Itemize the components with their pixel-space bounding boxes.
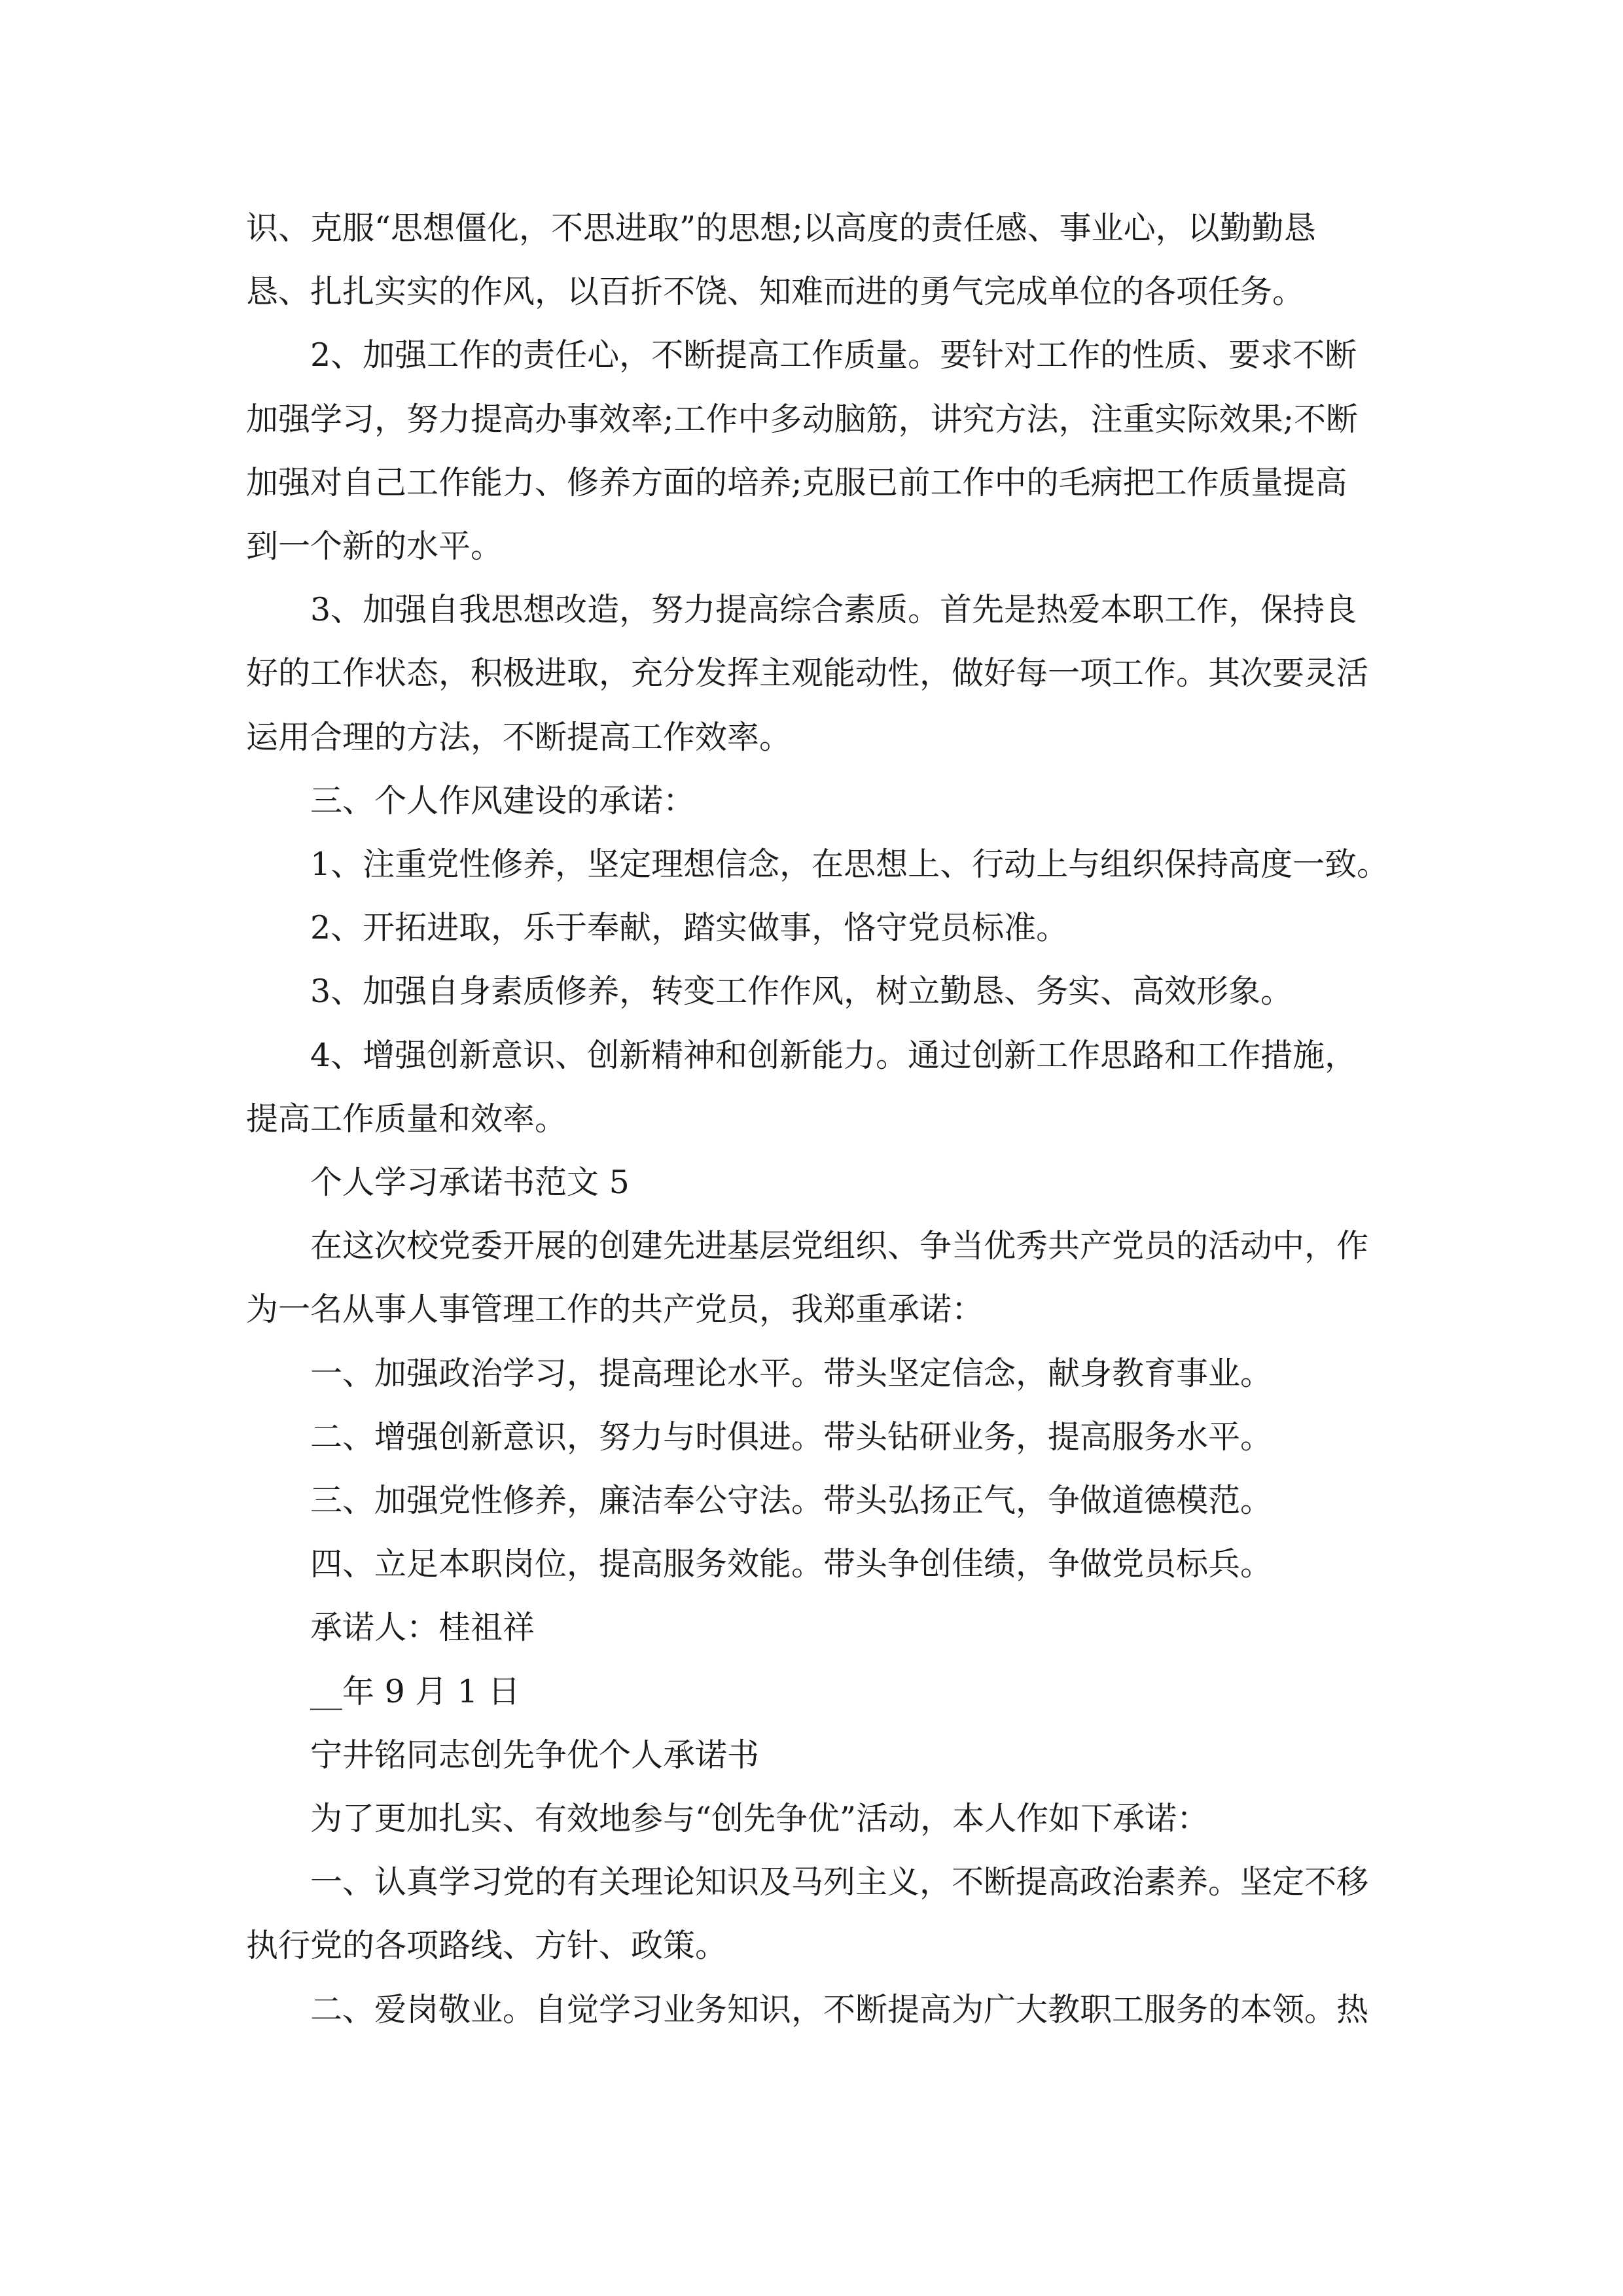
text-line: __年 9 月 1 日 bbox=[310, 1672, 520, 1710]
text-line: 好的工作状态，积极进取，充分发挥主观能动性，做好每一项工作。其次要灵活 bbox=[246, 655, 1369, 692]
text-line: 4、增强创新意识、创新精神和创新能力。通过创新工作思路和工作措施， bbox=[310, 1036, 1357, 1074]
intro-paragraph bbox=[246, 1214, 1381, 1341]
signatory bbox=[246, 1596, 1381, 1659]
intro-paragraph bbox=[246, 1787, 1381, 1850]
list-item bbox=[246, 1469, 1381, 1532]
list-item bbox=[246, 1850, 1381, 1977]
section-heading bbox=[246, 769, 1381, 833]
article-title bbox=[246, 1151, 1381, 1214]
text-line: 2、开拓进取，乐于奉献，踏实做事，恪守党员标准。 bbox=[310, 909, 1069, 947]
text-line: 加强学习，努力提高办事效率;工作中多动脑筋，讲究方法，注重实际效果;不断 bbox=[246, 400, 1359, 438]
list-item bbox=[246, 1024, 1381, 1151]
document-body bbox=[246, 196, 1389, 2041]
list-item bbox=[246, 1342, 1381, 1405]
list-item bbox=[246, 960, 1381, 1023]
text-line: 执行党的各项路线、方针、政策。 bbox=[246, 1927, 728, 1965]
text-line: 识、克服“思想僵化，不思进取”的思想;以高度的责任感、事业心，以勤勤恳 bbox=[246, 209, 1316, 247]
text-line: 二、增强创新意识，努力与时俱进。带头钻研业务，提高服务水平。 bbox=[310, 1418, 1273, 1456]
list-item bbox=[246, 1405, 1381, 1469]
text-line: 四、立足本职岗位，提高服务效能。带头争创佳绩，争做党员标兵。 bbox=[310, 1545, 1273, 1583]
paragraph-commitment-3 bbox=[246, 578, 1381, 769]
text-line: 为一名从事人事管理工作的共产党员，我郑重承诺： bbox=[246, 1291, 984, 1329]
text-line: 宁井铭同志创先争优个人承诺书 bbox=[310, 1736, 760, 1774]
paragraph-continuation bbox=[246, 196, 1381, 323]
text-line: 三、加强党性修养，廉洁奉公守法。带头弘扬正气，争做道德模范。 bbox=[310, 1482, 1273, 1520]
text-line: 一、加强政治学习，提高理论水平。带头坚定信念，献身教育事业。 bbox=[310, 1354, 1273, 1392]
text-line: 提高工作质量和效率。 bbox=[246, 1100, 567, 1138]
text-line: 在这次校党委开展的创建先进基层党组织、争当优秀共产党员的活动中，作 bbox=[310, 1227, 1369, 1265]
text-line: 三、个人作风建设的承诺： bbox=[310, 781, 696, 819]
text-line: 加强对自己工作能力、修养方面的培养;克服已前工作中的毛病把工作质量提高 bbox=[246, 463, 1347, 501]
date-line bbox=[246, 1660, 1381, 1723]
text-line: 二、爱岗敬业。自觉学习业务知识，不断提高为广大教职工服务的本领。热 bbox=[310, 1990, 1369, 2028]
text-line: 1、注重党性修养，坚定理想信念，在思想上、行动上与组织保持高度一致。 bbox=[310, 846, 1389, 884]
text-line: 运用合理的方法，不断提高工作效率。 bbox=[246, 718, 792, 756]
text-line: 为了更加扎实、有效地参与“创先争优”活动，本人作如下承诺： bbox=[310, 1800, 1209, 1838]
text-line: 到一个新的水平。 bbox=[246, 528, 503, 565]
list-item bbox=[246, 1978, 1381, 2041]
article-title bbox=[246, 1723, 1381, 1787]
paragraph-commitment-2 bbox=[246, 323, 1381, 578]
text-line: 3、加强自身素质修养，转变工作作风，树立勤恳、务实、高效形象。 bbox=[310, 973, 1293, 1011]
text-line: 2、加强工作的责任心，不断提高工作质量。要针对工作的性质、要求不断 bbox=[310, 336, 1357, 374]
list-item bbox=[246, 1532, 1381, 1596]
text-line: 承诺人：桂祖祥 bbox=[310, 1609, 535, 1647]
text-line: 一、认真学习党的有关理论知识及马列主义，不断提高政治素养。坚定不移 bbox=[310, 1863, 1369, 1901]
text-line: 恳、扎扎实实的作风，以百折不饶、知难而进的勇气完成单位的各项任务。 bbox=[246, 273, 1305, 311]
list-item bbox=[246, 896, 1381, 960]
text-line: 3、加强自我思想改造，努力提高综合素质。首先是热爱本职工作，保持良 bbox=[310, 591, 1357, 629]
text-line: 个人学习承诺书范文 5 bbox=[310, 1164, 630, 1202]
list-item bbox=[246, 833, 1389, 896]
